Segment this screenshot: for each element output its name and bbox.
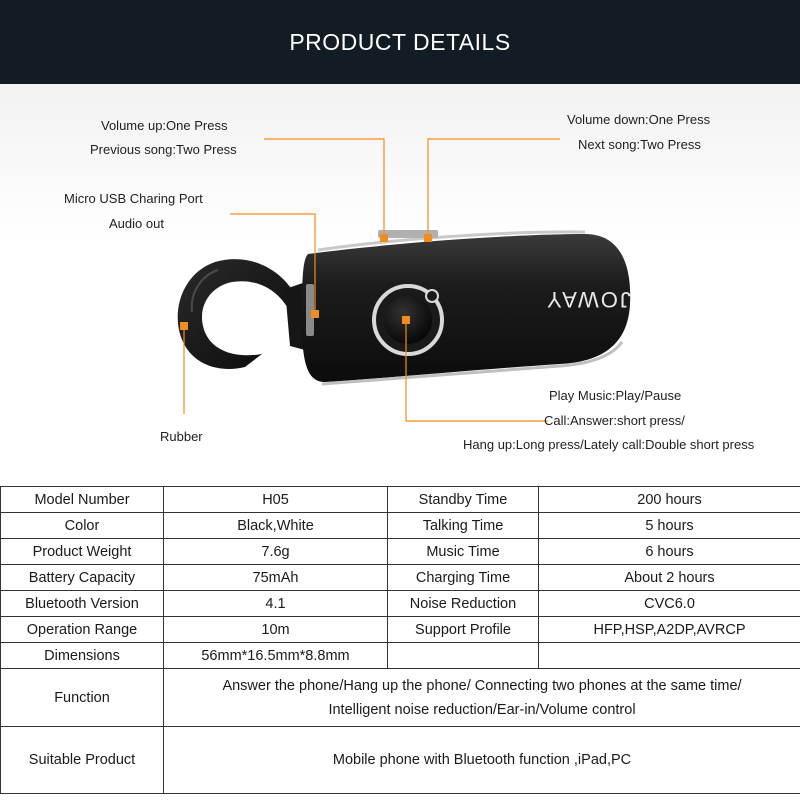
spec-value [539,643,800,669]
callout-play-music: Play Music:Play/Pause [549,388,682,403]
function-line: Answer the phone/Hang up the phone/ Connecting two phones at the same time/ [222,677,742,694]
callout-next-song: Next song:Two Press [578,137,701,152]
callout-volume-up: Volume up:One Press [101,118,228,133]
callout-call-answer: Call:Answer:short press/ [544,413,685,428]
spec-label: Dimensions [1,643,164,669]
table-row-suitable [1,727,800,794]
callout-rubber: Rubber [160,429,203,444]
table-row [1,487,800,513]
spec-label [388,643,539,669]
callout-volume-down: Volume down:One Press [567,112,711,127]
volume-down-marker [424,234,432,242]
suitable-value: Mobile phone with Bluetooth function ,iPad,PC [164,727,800,794]
spec-label: Standby Time [388,487,539,513]
spec-label: Model Number [1,487,164,513]
spec-label: Bluetooth Version [1,591,164,617]
spec-table [0,486,800,794]
spec-label: Talking Time [388,513,539,539]
spec-label: Operation Range [1,617,164,643]
function-value [164,669,800,727]
spec-value: 200 hours [539,487,800,513]
table-row [1,513,800,539]
table-row [1,591,800,617]
table-row [1,617,800,643]
page-title: PRODUCT DETAILS [289,28,511,55]
spec-value: CVC6.0 [539,591,800,617]
product-photo [0,84,800,482]
spec-value: About 2 hours [539,565,800,591]
button-marker [402,316,410,324]
spec-value: 56mm*16.5mm*8.8mm [164,643,388,669]
spec-value: H05 [164,487,388,513]
callout-previous-song: Previous song:Two Press [90,142,237,157]
spec-value: 75mAh [164,565,388,591]
spec-value: 4.1 [164,591,388,617]
spec-label: Noise Reduction [388,591,539,617]
callout-audio-out: Audio out [109,216,164,231]
spec-label: Product Weight [1,539,164,565]
table-row [1,565,800,591]
brand-logo: JOWAY [545,287,631,312]
rubber-marker [180,322,188,330]
spec-label: Charging Time [388,565,539,591]
usb-port-marker [311,310,319,318]
spec-value: HFP,HSP,A2DP,AVRCP [539,617,800,643]
callout-usb-port: Micro USB Charing Port [64,191,203,206]
spec-label: Music Time [388,539,539,565]
table-row-function [1,669,800,727]
spec-value: 6 hours [539,539,800,565]
rubber-ear-hook [178,259,300,369]
callout-hang-up: Hang up:Long press/Lately call:Double short press [463,437,755,452]
table-row [1,539,800,565]
volume-up-marker [380,234,388,242]
page-header [0,0,800,84]
spec-value: 7.6g [164,539,388,565]
spec-label: Function [1,669,164,727]
spec-value: 5 hours [539,513,800,539]
spec-value: Black,White [164,513,388,539]
spec-label: Color [1,513,164,539]
function-line: Intelligent noise reduction/Ear-in/Volume control [328,701,636,718]
spec-label: Suitable Product [1,727,164,794]
spec-label: Support Profile [388,617,539,643]
spec-label: Battery Capacity [1,565,164,591]
table-row [1,643,800,669]
spec-value: 10m [164,617,388,643]
